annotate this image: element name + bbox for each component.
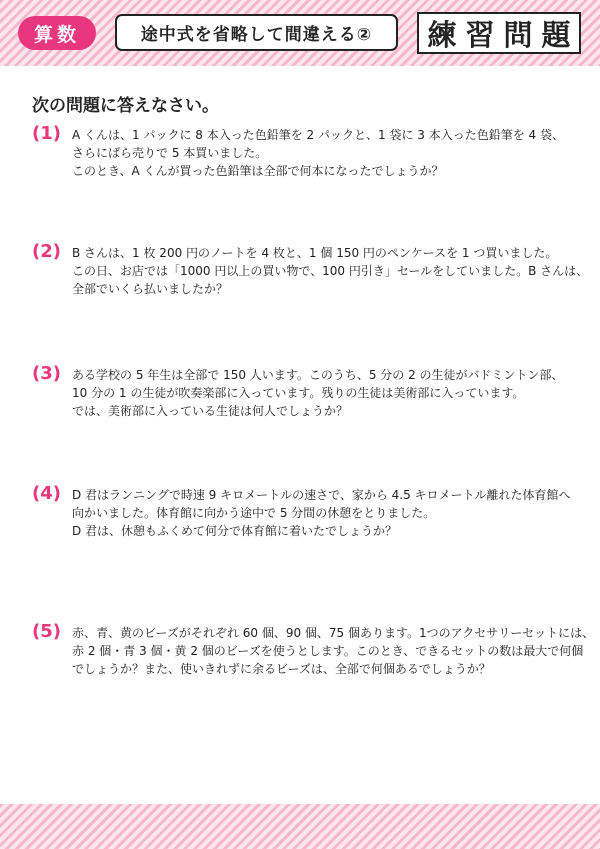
practice-char: 問 [503,17,533,52]
practice-char: 題 [541,17,571,52]
practice-label-box [417,12,581,54]
problem-number: (2) [32,241,61,262]
problem-line: この日、お店では「1000 円以上の買い物で、100 円引き」セールをしていました。B さんは、 [72,264,589,278]
problem-line: B さんは、1 枚 200 円のノートを 4 枚と、1 個 150 円のペンケースを 1 つ買いました。 [72,246,558,260]
problem-line: さらにばら売りで 5 本買いました。 [72,146,268,160]
problem-line: A くんは、1 パックに 8 本入った色鉛筆を 2 パックと、1 袋に 3 本入った色鉛筆を 4 袋、 [72,128,564,142]
problem-line: D 君はランニングで時速 9 キロメートルの速さで、家から 4.5 キロメートル離れた体育館へ [72,488,571,502]
practice-char: 習 [465,17,495,52]
practice-char: 練 [427,17,457,52]
problem-line: ある学校の 5 年生は全部で 150 人います。このうち、5 分の 2 の生徒がバドミントン部、 [72,368,564,382]
problem-line: 向かいました。体育館に向かう途中で 5 分間の休憩をとりました。 [72,506,436,520]
problem-line: では、美術部に入っている生徒は何人でしょうか？ [72,404,349,418]
problem-line: 赤 2 個・青 3 個・黄 2 個のビーズを使うとします。このとき、できるセットの数は最大で何個 [72,644,584,658]
problem-number: (3) [32,363,61,384]
problem-text [72,624,595,678]
problem-number: (4) [32,483,61,504]
problem-line: 10 分の 1 の生徒が吹奏楽部に入っています。残りの生徒は美術部に入っています。 [72,386,525,400]
subject-badge: 算数 [18,16,96,50]
problem-line: でしょうか？また、使いきれずに余るビーズは、全部で何個あるでしょうか？ [72,662,491,676]
problem-text [72,486,592,540]
footer-stripe-band [0,804,600,849]
problem-number: (5) [32,621,61,642]
problem-line: D 君は、休憩もふくめて何分で体育館に着いたでしょうか？ [72,524,398,538]
problem-number: (1) [32,123,61,144]
problem-line: 全部でいくら払いましたか？ [72,282,229,296]
problem-line: 赤、青、黄のビーズがそれぞれ 60 個、90 個、75 個あります。1つのアクセサリーセットには、 [72,626,595,640]
problem-text [72,244,592,298]
problem-text [72,126,592,180]
problem-line: このとき、A くんが買った色鉛筆は全部で何本になったでしょうか？ [72,164,444,178]
worksheet-title: 途中式を省略して間違える② [115,14,398,51]
instruction-text: 次の問題に答えなさい。 [32,96,219,116]
problem-text [72,366,592,420]
